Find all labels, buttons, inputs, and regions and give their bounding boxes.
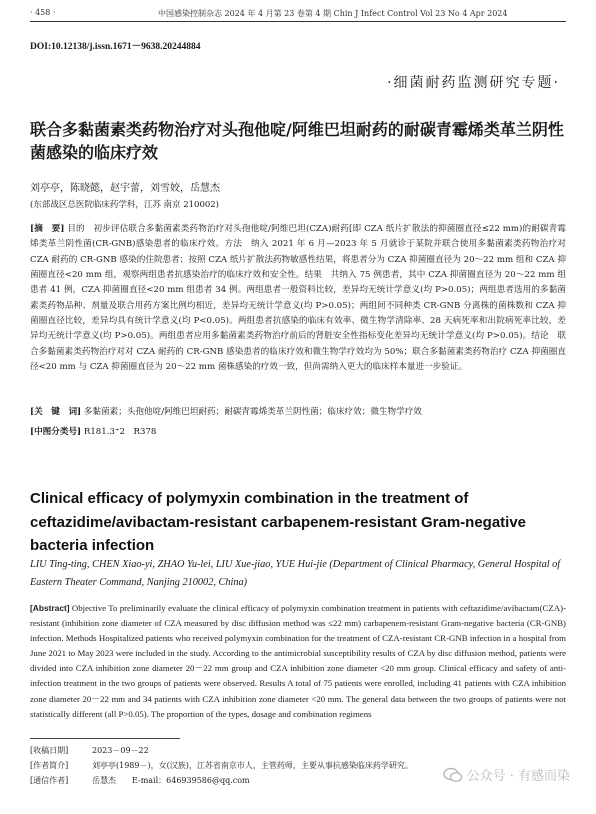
footnote-rule [30,738,180,739]
footnotes [30,743,413,788]
footnote-text: 2023－09－22 [92,746,149,755]
footnote-received [30,743,413,758]
watermark [443,765,570,784]
footnote-label: [通信作者] [30,776,69,785]
topic-label: ·细菌耐药监测研究专题· [387,75,560,91]
chinese-title: 联合多黏菌素类药物治疗对头孢他啶/阿维巴坦耐药的耐碳青霉烯类革兰阴性菌感染的临床疗效 [30,120,564,162]
en-abstract-body: Objective To preliminarily evaluate the clinical efficacy of polymyxin combination treatment in patients with ceftazidime/avibactam(CZA)-resistant (inhibition zone diameter of CZA measured by disc diffusion method was ≤22 mm) carbapenem-resistant Gram-negative bacteria (CR-GNB) infection. Methods Hospitalized patients who received polymyxin combination for the treatment of CZA-resistant CR-GNB infection in a hospital from June 2021 to May 2023 were included in the study. According to the antimicrobial susceptibility results of CZA by disc diffusion method, patients were divided into CZA inhibition zone diameter 20－22 mm group and CZA inhibition zone diameter <20 mm group. Clinical efficacy and safety of anti-infection treatment in the two groups of patients were observed. Results A total of 75 patients were enrolled, including 41 patients with CZA inhibition zone diameter 20－22 mm and 34 patients with CZA inhibition zone diameter <20 mm. The general data between the two groups of patients were not statistically different (all P>0.05). The proportion of the types, dosage and combination regimens [30,603,566,719]
journal-info: 中国感染控制杂志 2024 年 4 月第 23 卷第 4 期 Chin J Infect Control Vol 23 No 4 Apr 2024 [158,9,508,18]
page-number: · 458 · [30,8,56,17]
english-authors: LIU Ting-ting, CHEN Xiao-yi, ZHAO Yu-lei, LIU Xue-jiao, YUE Hui-jie (Department of Clinical Pharmacy, General Hospital of Eastern Theater Command, Nanjing 210002, China) [30,559,561,588]
footnote-text: 刘亭亭(1989－)，女(汉族)，江苏省南京市人，主管药师，主要从事抗感染临床药学研究。 [92,761,413,770]
english-abstract [30,601,566,722]
footnote-label: [收稿日期] [30,746,69,755]
english-title: Clinical efficacy of polymyxin combination in the treatment of ceftazidime/avibactam-resistant carbapenem-resistant Gram-negative bacteria infection [30,490,527,554]
keywords-text: 多黏菌素；头孢他啶/阿维巴坦耐药；耐碳青霉烯类革兰阴性菌；临床疗效；微生物学疗效 [83,407,422,417]
classno-text: R181.3⁺2 R378 [83,427,157,437]
chinese-affiliation: (东部战区总医院临床药学科，江苏 南京 210002) [30,200,219,210]
watermark-text: 公众号 · 有感而染 [466,769,570,784]
footnote-label: [作者简介] [30,761,69,770]
footnote-author-bio [30,758,413,773]
chinese-keywords [30,405,566,420]
keywords-tag: [关 键 词] [30,407,82,417]
wechat-icon [443,767,463,783]
chinese-authors: 刘亭亭，陈晓懿，赵宇蕾，刘雪姣，岳慧杰 [30,183,220,194]
footnote-corresponding [30,773,413,788]
abstract-tag: [摘 要] [30,224,65,234]
classno-tag: [中图分类号] [30,427,82,437]
header-rule [30,21,566,22]
footnote-text: 岳慧杰 E-mail：646939586@qq.com [92,776,250,785]
chinese-abstract [30,222,566,375]
abstract-body: 目的 初步评估联合多黏菌素类药物治疗对头孢他啶/阿维巴坦(CZA)耐药[即 CZA 纸片扩散法的抑菌圈直径≤22 mm)的耐碳青霉烯类革兰阴性菌(CR-GNB)感染患者的临床疗效。方法 纳入 2021 年 6 月—2023 年 5 月就诊于某院并联合使用多黏菌素类药物治疗对 CZA 耐药的 CR-GNB 感染的住院患者；按照 CZA 纸片扩散法药物敏感性结果，将患者分为 CZA 抑菌圈直径为 20～22 mm 组和 CZA 抑菌圈直径<20 mm 组，观察两组患者抗感染治疗的临床疗效和安全性。结果 共纳入 75 例患者，其中 CZA 抑菌圈直径为 20～22 mm 组患者 41 例，CZA 抑菌圈直径<20 mm 组患者 34 例。两组患者一般资料比较，差异均无统计学意义(均 P>0.05)；两组患者选用的多黏菌素类药物品种、剂量及联合用药方案比例均相近，差异均无统计学意义(均 P>0.05)；两组间不同种类 CR-GNB 分离株的菌株数和 CZA 抑菌圈直径比较，差异均具有统计学意义(均 P<0.05)。两组患者抗感染的临床有效率、微生物学清除率、28 天病死率和出院病死率比较，差异均无统计学意义(均 P>0.05)。两组患者应用多黏菌素类药物治疗前后的肾脏安全性指标变化差异均无统计学意义(均 P>0.05)。结论 联合多黏菌素类药物治疗对对 CZA 耐药的 CR-GNB 感染患者的临床疗效和微生物学疗效均为 50%；联合多黏菌素类药物治疗 CZA 抑菌圈直径<20 mm 与 CZA 抑菌圈直径为 20～22 mm 菌株感染的疗效一致，但尚需纳入更大的临床样本量进一步验证。 [30,224,566,373]
en-abstract-tag: [Abstract] [30,603,70,613]
classification-number [30,425,156,437]
doi: DOI:10.12138/j.issn.1671－9638.20244884 [30,42,201,52]
